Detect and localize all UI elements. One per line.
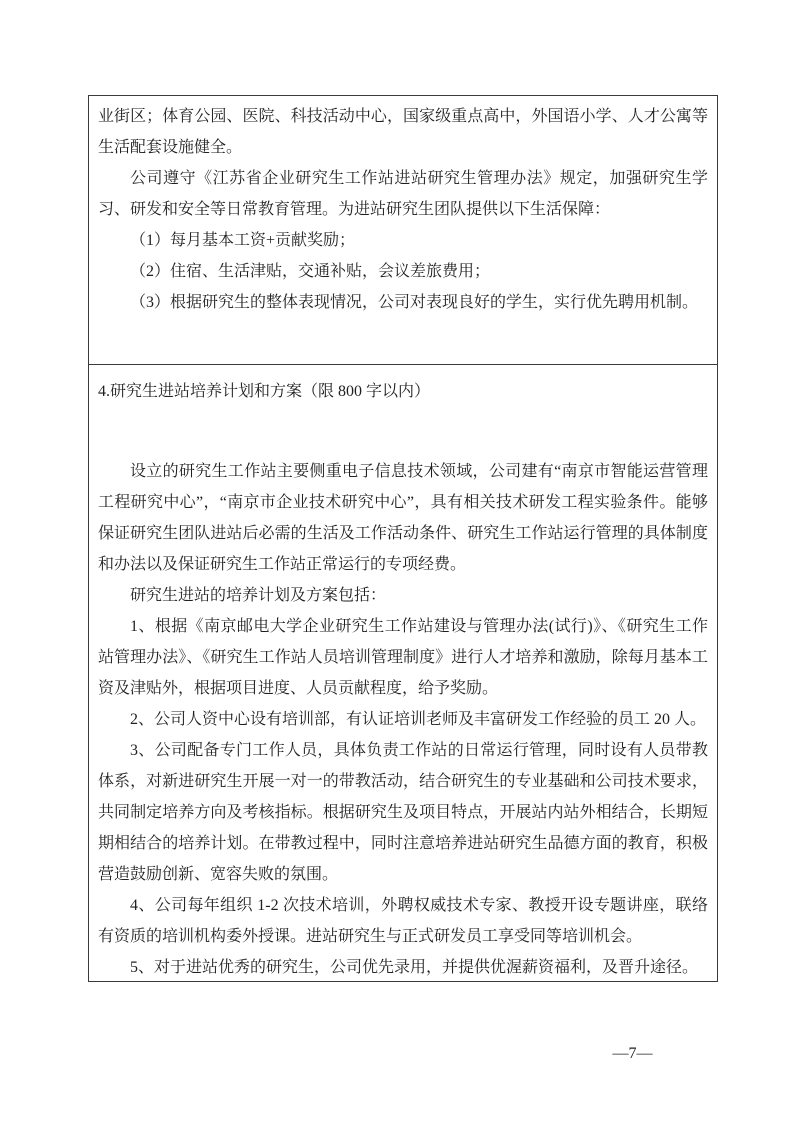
list-item-subsidy: （2）住宿、生活津贴，交通补贴，会议差旅费用； <box>130 263 491 280</box>
page-number: —7— <box>612 1045 653 1062</box>
list-item-plan-2: 2、公司人资中心设有培训部，有认证培训老师及丰富研发工作经验的员工 20 人。 <box>130 711 707 728</box>
paragraph-living-facilities: 业街区；体育公园、医院、科技活动中心，国家级重点高中，外国语小学、人才公寓等生活配套设施健全。 <box>98 108 708 156</box>
section-heading: 4.研究生进站培养计划和方案（限 800 字以内） <box>98 383 431 400</box>
list-item-salary: （1）每月基本工资+贡献奖励； <box>130 232 356 249</box>
list-item-plan-3: 3、公司配备专门工作人员，具体负责工作站的日常运行管理，同时设有人员带教体系，对新进研究生开展一对一的带教活动，结合研究生的专业基础和公司技术要求，共同制定培养方向及考核指标。根据研究生及项目特点，开展站内站外相结合，长期短期相结合的培养计划。在带教过程中，同时注意培养进站研究生品德方面的教育，积极营造鼓励创新、宽容失败的氛围。 <box>98 742 708 883</box>
table-cell-training-plan <box>89 365 717 981</box>
list-item-plan-4: 4、公司每年组织 1-2 次技术培训，外聘权威技术专家、教授开设专题讲座，联络有资质的培训机构委外授课。进站研究生与正式研发员工享受同等培训机会。 <box>98 897 708 945</box>
form-table <box>88 95 718 982</box>
paragraph-plan-intro: 研究生进站的培养计划及方案包括： <box>130 587 387 604</box>
list-item-plan-1: 1、根据《南京邮电大学企业研究生工作站建设与管理办法(试行)》、《研究生工作站管理办法》、《研究生工作站人员培训管理制度》进行人才培养和激励，除每月基本工资及津贴外，根据项目进度、人员贡献程度，给予奖励。 <box>98 618 708 697</box>
paragraph-workstation-overview: 设立的研究生工作站主要侧重电子信息技术领域，公司建有“南京市智能运营管理工程研究中心”，“南京市企业技术研究中心”，具有相关技术研发工程实验条件。能够保证研究生团队进站后必需的生活及工作活动条件、研究生工作站运行管理的具体制度和办法以及保证研究生工作站正常运行的专项经费。 <box>98 463 708 573</box>
paragraph-company-policy: 公司遵守《江苏省企业研究生工作站进站研究生管理办法》规定，加强研究生学习、研发和安全等日常教育管理。为进站研究生团队提供以下生活保障： <box>98 170 708 218</box>
table-cell-support-measures <box>89 96 717 365</box>
list-item-hiring: （3）根据研究生的整体表现情况，公司对表现良好的学生，实行优先聘用机制。 <box>130 294 699 311</box>
list-item-plan-5: 5、对于进站优秀的研究生，公司优先录用，并提供优渥薪资福利，及晋升途径。 <box>130 959 699 976</box>
